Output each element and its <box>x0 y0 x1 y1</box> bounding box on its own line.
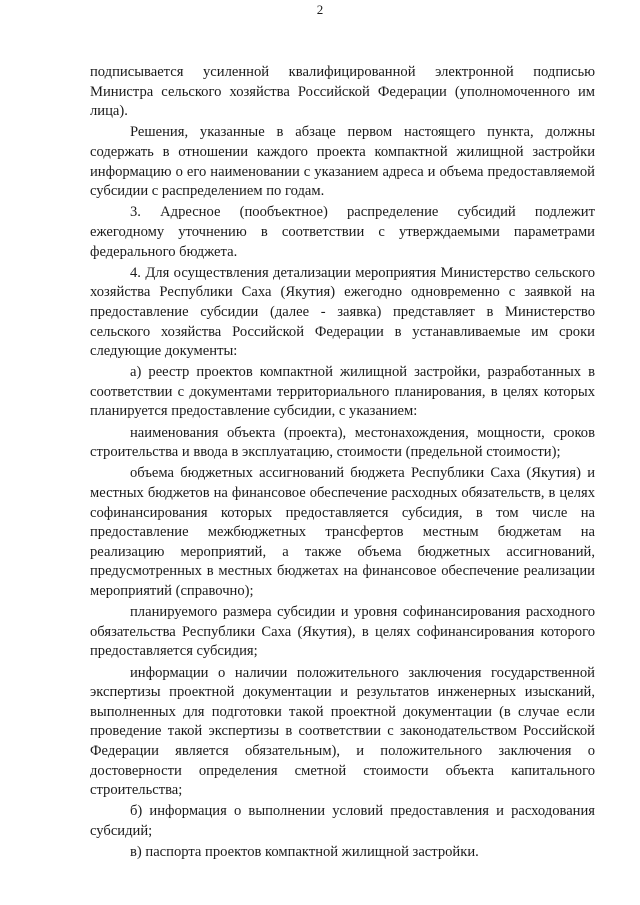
paragraph-item-3: 3. Адресное (пообъектное) распределение субсидий подлежит ежегодному уточнению в соответствии с утверждаемыми параметрами федерального бюджета. <box>90 204 595 260</box>
paragraph-budget-volume: объема бюджетных ассигнований бюджета Республики Саха (Якутия) и местных бюджетов на финансовое обеспечение расходных обязательств, в целях софинансирования которых предоставляется субсидия, в том числе на предоставление межбюджетных трансфертов местным бюджетам на реализацию мероприятий, а также объема бюджетных ассигнований, предусмотренных в местных бюджетах на финансовое обеспечение реализации мероприятий (справочно); <box>90 465 595 599</box>
paragraph-subitem-a: а) реестр проектов компактной жилищной застройки, разработанных в соответствии с документами территориального планирования, в целях которых планируется предоставление субсидии, с указанием: <box>90 364 595 420</box>
paragraph-subitem-v: в) паспорта проектов компактной жилищной застройки. <box>130 844 479 861</box>
paragraph-continuation: подписывается усиленной квалифицированной электронной подписью Министра сельского хозяйства Российской Федерации (уполномоченного им лица). <box>90 64 595 120</box>
paragraph-item-4: 4. Для осуществления детализации мероприятия Министерство сельского хозяйства Республики Саха (Якутия) ежегодно одновременно с заявкой на предоставление субсидии (далее - заявка) представляет в Министерство сельского хозяйства Российской Федерации в устанавливаемые им сроки следующие документы: <box>90 264 595 360</box>
paragraph-subsidy-size: планируемого размера субсидии и уровня софинансирования расходного обязательства Республики Саха (Якутия), в целях софинансирования которого предоставляется субсидия; <box>90 604 595 660</box>
paragraph-expertise-info: информации о наличии положительного заключения государственной экспертизы проектной документации и результатов инженерных изысканий, выполненных для подготовки такой проектной документации (в случае если проведение такой экспертизы в соответствии с законодательством Российской Федерации является обязательным), и положительного заключения о достоверности определения сметной стоимости объекта капитального строительства; <box>90 664 595 799</box>
page-number: 2 <box>316 2 324 17</box>
paragraph-object-names: наименования объекта (проекта), местонахождения, мощности, сроков строительства и ввода в эксплуатацию, стоимости (предельной стоимости); <box>90 424 595 461</box>
paragraph-subitem-b: б) информация о выполнении условий предоставления и расходования субсидий; <box>90 803 595 839</box>
document-body <box>90 63 595 864</box>
paragraph-decisions: Решения, указанные в абзаце первом настоящего пункта, должны содержать в отношении каждого проекта компактной жилищной застройки информацию о его наименовании с указанием адреса и объема предоставляемой субсидии с распределением по годам. <box>90 124 595 200</box>
